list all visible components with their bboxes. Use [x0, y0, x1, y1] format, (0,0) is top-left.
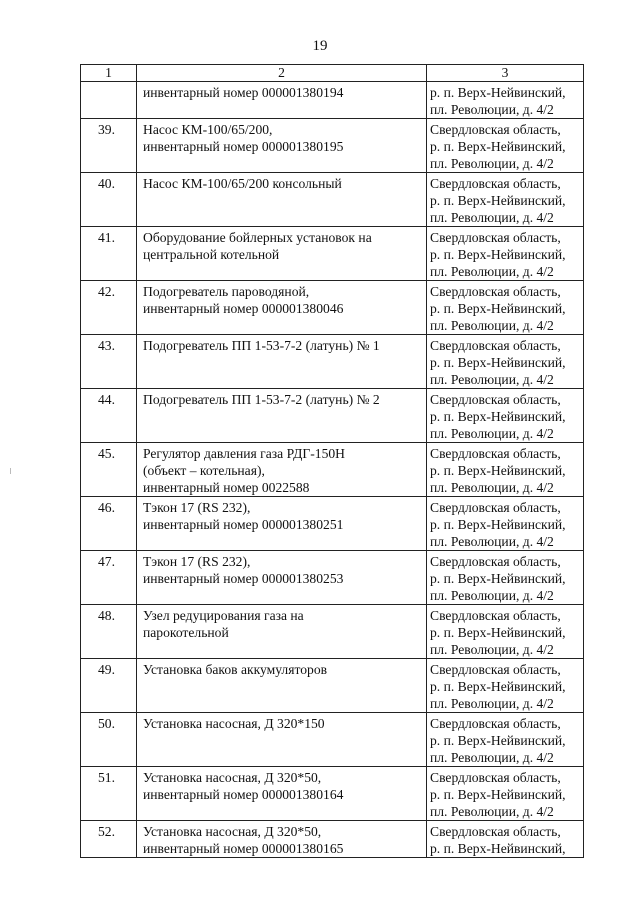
item-name-cell [137, 335, 427, 389]
column-header-3: 3 [427, 65, 584, 82]
item-name-line: Подогреватель ПП 1-53-7-2 (латунь) № 1 [143, 338, 380, 353]
address-line: р. п. Верх-Нейвинский, [430, 193, 566, 208]
address-line: р. п. Верх-Нейвинский, [430, 355, 566, 370]
address-line: Свердловская область, [430, 770, 561, 785]
address-line: р. п. Верх-Нейвинский, [430, 571, 566, 586]
address-cell [427, 713, 584, 767]
address-line: Свердловская область, [430, 500, 561, 515]
table-row [81, 281, 584, 335]
scan-margin-mark [10, 468, 11, 474]
address-line: р. п. Верх-Нейвинский, [430, 625, 566, 640]
address-cell [427, 227, 584, 281]
item-name-line: инвентарный номер 0022588 [143, 480, 310, 495]
item-name-line: инвентарный номер 000001380251 [143, 517, 344, 532]
item-name-cell [137, 173, 427, 227]
item-name-line: инвентарный номер 000001380194 [143, 85, 344, 100]
item-name-line: Насос КМ-100/65/200 консольный [143, 176, 342, 191]
item-name-cell [137, 281, 427, 335]
row-number: 52. [81, 821, 137, 858]
address-cell [427, 119, 584, 173]
address-cell [427, 497, 584, 551]
row-number: 48. [81, 605, 137, 659]
row-number: 40. [81, 173, 137, 227]
item-name-line: Установка насосная, Д 320*150 [143, 716, 325, 731]
address-cell [427, 659, 584, 713]
address-line: р. п. Верх-Нейвинский, [430, 247, 566, 262]
row-number: 44. [81, 389, 137, 443]
table-row [81, 227, 584, 281]
item-name-line: центральной котельной [143, 247, 280, 262]
row-number [81, 82, 137, 119]
address-line: пл. Революции, д. 4/2 [430, 156, 554, 171]
address-cell [427, 821, 584, 858]
address-line: пл. Революции, д. 4/2 [430, 372, 554, 387]
address-cell [427, 281, 584, 335]
address-line: пл. Революции, д. 4/2 [430, 102, 554, 117]
address-line: р. п. Верх-Нейвинский, [430, 679, 566, 694]
table-row [81, 713, 584, 767]
address-line: р. п. Верх-Нейвинский, [430, 139, 566, 154]
row-number: 39. [81, 119, 137, 173]
item-name-cell [137, 119, 427, 173]
address-line: пл. Революции, д. 4/2 [430, 318, 554, 333]
item-name-line: Подогреватель пароводяной, [143, 284, 310, 299]
item-name-line: инвентарный номер 000001380164 [143, 787, 344, 802]
table-row [81, 767, 584, 821]
row-number: 43. [81, 335, 137, 389]
item-name-line: Подогреватель ПП 1-53-7-2 (латунь) № 2 [143, 392, 380, 407]
address-cell [427, 389, 584, 443]
address-line: р. п. Верх-Нейвинский, [430, 463, 566, 478]
address-line: р. п. Верх-Нейвинский, [430, 841, 566, 856]
item-name-line: Узел редуцирования газа на [143, 608, 304, 623]
address-line: пл. Революции, д. 4/2 [430, 588, 554, 603]
item-name-line: Тэкон 17 (RS 232), [143, 500, 251, 515]
row-number: 46. [81, 497, 137, 551]
address-line: Свердловская область, [430, 446, 561, 461]
address-line: р. п. Верх-Нейвинский, [430, 85, 566, 100]
table-row [81, 605, 584, 659]
item-name-cell [137, 227, 427, 281]
item-name-line: парокотельной [143, 625, 229, 640]
address-line: Свердловская область, [430, 824, 561, 839]
table-row [81, 173, 584, 227]
item-name-cell [137, 82, 427, 119]
address-line: Свердловская область, [430, 176, 561, 191]
table-row [81, 551, 584, 605]
address-cell [427, 443, 584, 497]
address-line: пл. Революции, д. 4/2 [430, 264, 554, 279]
item-name-line: (объект – котельная), [143, 463, 265, 478]
item-name-cell [137, 389, 427, 443]
row-number: 51. [81, 767, 137, 821]
item-name-line: Оборудование бойлерных установок на [143, 230, 372, 245]
address-line: пл. Революции, д. 4/2 [430, 696, 554, 711]
row-number: 47. [81, 551, 137, 605]
table-row [81, 119, 584, 173]
item-name-line: Насос КМ-100/65/200, [143, 122, 273, 137]
address-line: пл. Революции, д. 4/2 [430, 534, 554, 549]
address-cell [427, 82, 584, 119]
item-name-line: Установка баков аккумуляторов [143, 662, 328, 677]
table-row [81, 659, 584, 713]
address-cell [427, 173, 584, 227]
address-line: Свердловская область, [430, 608, 561, 623]
address-line: пл. Революции, д. 4/2 [430, 480, 554, 495]
table-row [81, 335, 584, 389]
item-name-line: Установка насосная, Д 320*50, [143, 770, 322, 785]
page-number: 19 [312, 38, 328, 54]
row-number: 42. [81, 281, 137, 335]
address-line: Свердловская область, [430, 284, 561, 299]
address-line: Свердловская область, [430, 338, 561, 353]
item-name-cell [137, 605, 427, 659]
address-line: Свердловская область, [430, 392, 561, 407]
table-row [81, 389, 584, 443]
item-name-cell [137, 713, 427, 767]
address-line: Свердловская область, [430, 554, 561, 569]
table-row [81, 82, 584, 119]
address-line: р. п. Верх-Нейвинский, [430, 787, 566, 802]
column-header-2: 2 [137, 65, 427, 82]
address-line: пл. Революции, д. 4/2 [430, 642, 554, 657]
address-cell [427, 335, 584, 389]
address-line: Свердловская область, [430, 122, 561, 137]
address-line: р. п. Верх-Нейвинский, [430, 733, 566, 748]
item-name-line: инвентарный номер 000001380046 [143, 301, 344, 316]
address-line: пл. Революции, д. 4/2 [430, 750, 554, 765]
address-line: р. п. Верх-Нейвинский, [430, 517, 566, 532]
table-row [81, 443, 584, 497]
address-line: пл. Революции, д. 4/2 [430, 804, 554, 819]
item-name-line: инвентарный номер 000001380165 [143, 841, 344, 856]
row-number: 41. [81, 227, 137, 281]
item-name-cell [137, 659, 427, 713]
address-line: пл. Революции, д. 4/2 [430, 210, 554, 225]
address-cell [427, 767, 584, 821]
address-line: Свердловская область, [430, 230, 561, 245]
address-line: р. п. Верх-Нейвинский, [430, 301, 566, 316]
address-cell [427, 605, 584, 659]
item-name-line: Установка насосная, Д 320*50, [143, 824, 322, 839]
item-name-cell [137, 551, 427, 605]
item-name-line: Тэкон 17 (RS 232), [143, 554, 251, 569]
address-cell [427, 551, 584, 605]
item-name-line: Регулятор давления газа РДГ-150Н [143, 446, 346, 461]
property-table [80, 64, 584, 858]
row-number: 50. [81, 713, 137, 767]
address-line: пл. Революции, д. 4/2 [430, 426, 554, 441]
table-row [81, 821, 584, 858]
item-name-line: инвентарный номер 000001380195 [143, 139, 344, 154]
item-name-cell [137, 497, 427, 551]
item-name-cell [137, 443, 427, 497]
address-line: р. п. Верх-Нейвинский, [430, 409, 566, 424]
table-header-row [81, 65, 584, 82]
column-header-1: 1 [81, 65, 137, 82]
row-number: 45. [81, 443, 137, 497]
row-number: 49. [81, 659, 137, 713]
table-body [81, 82, 584, 858]
item-name-cell [137, 821, 427, 858]
address-line: Свердловская область, [430, 716, 561, 731]
table-row [81, 497, 584, 551]
item-name-line: инвентарный номер 000001380253 [143, 571, 344, 586]
item-name-cell [137, 767, 427, 821]
address-line: Свердловская область, [430, 662, 561, 677]
